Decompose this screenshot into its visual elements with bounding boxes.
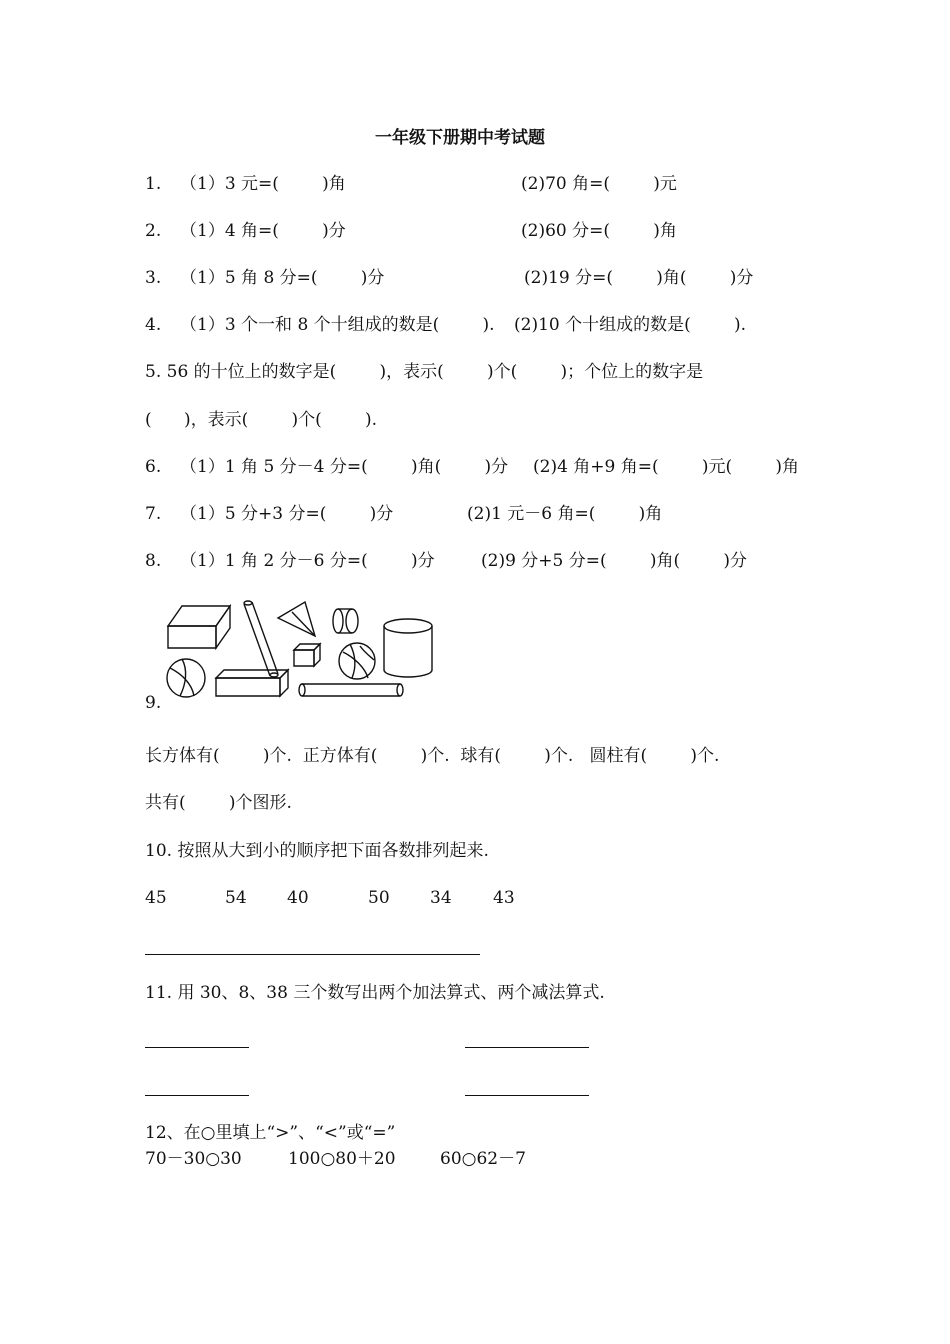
number-item: 54 [225,888,247,908]
number-item: 40 [287,888,309,908]
question-5-line-2: ( )，表示( )个( ). [145,410,378,430]
question-2-number: 2. [145,221,162,241]
question-9-line-2: 共有( )个图形. [145,793,292,813]
number-item: 43 [493,888,515,908]
question-9-number: 9. [145,693,162,713]
question-4-part-1: （1）3 个一和 8 个十组成的数是( ). [180,315,495,335]
question-1-part-2: (2)70 角=( )元 [521,174,677,194]
question-10-prompt: 10. 按照从大到小的顺序把下面各数排列起来. [145,841,489,861]
question-2-part-1: （1）4 角=( )分 [180,221,346,241]
question-1-number: 1. [145,174,162,194]
page-title: 一年级下册期中考试题 [375,128,545,148]
answer-line-subtraction-1[interactable] [145,1079,249,1096]
answer-line-addition-1[interactable] [145,1031,249,1048]
question-3-part-1: （1）5 角 8 分=( )分 [180,268,385,288]
comparison-item[interactable]: 70－30○30 [145,1149,242,1169]
question-5-line-1: 5. 56 的十位上的数字是( )，表示( )个( )；个位上的数字是 [145,362,704,382]
number-item: 45 [145,888,167,908]
question-6-part-2: (2)4 角+9 角=( )元( )角 [533,457,799,477]
cuboid-shape-1 [168,606,230,648]
solid-shapes-illustration [160,598,440,704]
question-8-number: 8. [145,551,162,571]
answer-line-addition-2[interactable] [465,1031,589,1048]
slanted-cylinder-shape [244,601,278,677]
question-3-part-2: (2)19 分=( )角( )分 [524,268,754,288]
question-11-prompt: 11. 用 30、8、38 三个数写出两个加法算式、两个减法算式. [145,983,605,1003]
number-item: 34 [430,888,452,908]
question-6-part-1: （1）1 角 5 分－4 分=( )角( )分 [180,457,509,477]
question-8-part-1: （1）1 角 2 分－6 分=( )分 [180,551,435,571]
question-12-prompt: 12、在○里填上“>”、“<”或“=” [145,1123,396,1143]
triangle-shape [278,602,315,636]
ball-shape-1 [339,643,375,679]
horizontal-cylinder-shape [299,684,403,696]
comparison-item[interactable]: 60○62－7 [440,1149,526,1169]
small-cylinder-shape [333,609,358,633]
cube-shape [294,644,320,666]
question-4-number: 4. [145,315,162,335]
question-1-part-1: （1）3 元=( )角 [180,174,346,194]
question-7-part-2: (2)1 元－6 角=( )角 [467,504,663,524]
question-7-number: 7. [145,504,162,524]
question-9-line-1: 长方体有( )个. 正方体有( )个. 球有( )个. 圆柱有( )个. [145,746,720,766]
question-3-number: 3. [145,268,162,288]
question-6-number: 6. [145,457,162,477]
question-8-part-2: (2)9 分+5 分=( )角( )分 [481,551,747,571]
answer-line-subtraction-2[interactable] [465,1079,589,1096]
answer-line-ordering[interactable] [145,938,480,955]
question-4-part-2: (2)10 个十组成的数是( ). [514,315,747,335]
comparison-item[interactable]: 100○80＋20 [288,1149,396,1169]
large-cylinder-shape [384,619,432,677]
question-7-part-1: （1）5 分+3 分=( )分 [180,504,394,524]
number-item: 50 [368,888,390,908]
question-2-part-2: (2)60 分=( )角 [521,221,677,241]
ball-shape-2 [167,659,205,697]
